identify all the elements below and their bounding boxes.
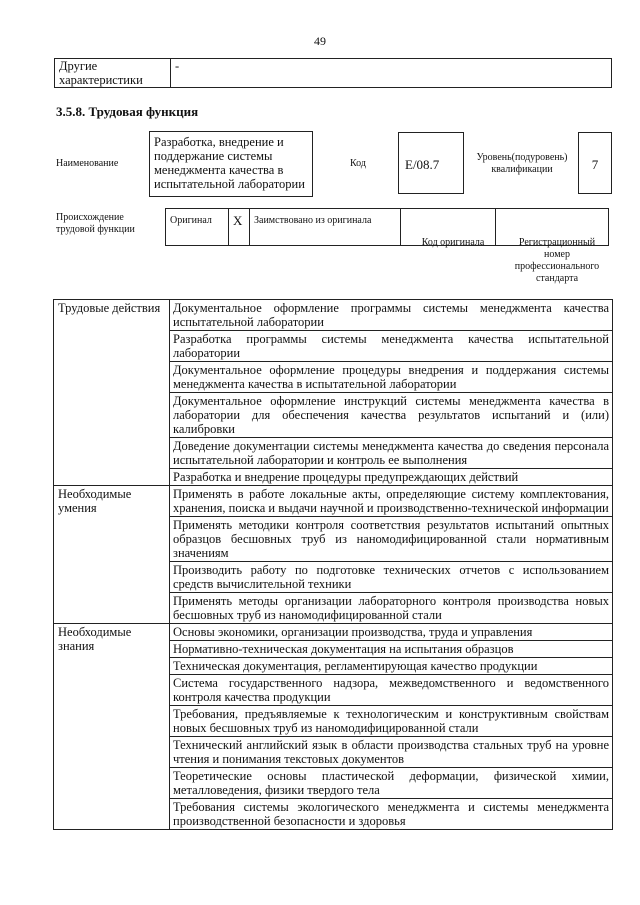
section-item: Документальное оформление инструкций системы менеджмента качества в лаборатории для обеспечения качества результатов испытаний и (или) калибровки: [170, 393, 613, 438]
section-label: Необходимые знания: [54, 624, 170, 830]
original-mark: X: [229, 209, 250, 246]
section-item: Применять методики контроля соответствия результатов испытаний опытных образцов бесшовных труб из наномодифицированной стали нормативным значениям: [170, 517, 613, 562]
qualification-level-label: Уровень(подуровень) квалификации: [476, 152, 568, 175]
table-row: [54, 624, 613, 641]
section-item: Доведение документации системы менеджмента качества до сведения персонала испытательной лаборатории и контроль ее выполнения: [170, 438, 613, 469]
original-code-caption: Код оригинала: [421, 237, 485, 248]
section-item: Основы экономики, организации производства, труда и управления: [170, 624, 613, 641]
other-characteristics-label: Другие характеристики: [55, 59, 171, 88]
section-item: Производить работу по подготовке технических отчетов с использованием средств вычислительной техники: [170, 562, 613, 593]
section-item: Теоретические основы пластической деформации, физической химии, металловедения, физики твердого тела: [170, 768, 613, 799]
code-value: E/08.7: [398, 132, 464, 194]
original-label: Оригинал: [166, 209, 229, 246]
section-item: Техническая документация, регламентирующая качество продукции: [170, 658, 613, 675]
table-row: [54, 486, 613, 517]
section-item: Нормативно-техническая документация на испытания образцов: [170, 641, 613, 658]
qualification-level-value: 7: [578, 132, 612, 194]
section-item: Применять методы организации лабораторного контроля производства новых бесшовных труб из наномодифицированной стали: [170, 593, 613, 624]
code-label: Код: [350, 158, 366, 169]
section-title: 3.5.8. Трудовая функция: [56, 104, 199, 119]
section-item: Документальное оформление программы системы менеджмента качества испытательной лаборатории: [170, 300, 613, 331]
section-item: Требования системы экологического менеджмента и системы менеджмента производственной безопасности и здоровья: [170, 799, 613, 830]
name-value: Разработка, внедрение и поддержание системы менеджмента качества в испытательной лаборатории: [149, 131, 313, 197]
section-item: Разработка и внедрение процедуры предупреждающих действий: [170, 469, 613, 486]
borrowed-label: Заимствовано из оригинала: [250, 209, 401, 246]
page-number: 49: [314, 34, 326, 48]
other-characteristics-value: -: [171, 59, 612, 88]
section-item: Требования, предъявляемые к технологическим и конструктивным свойствам новых бесшовных труб из наномодифицированной стали: [170, 706, 613, 737]
section-label: Необходимые умения: [54, 486, 170, 624]
name-label: Наименование: [56, 158, 119, 169]
section-item: Разработка программы системы менеджмента качества испытательной лаборатории: [170, 331, 613, 362]
section-item: Применять в работе локальные акты, определяющие систему комплектования, хранения, поиска и выдачи научной и производственно-технической информации: [170, 486, 613, 517]
section-item: Система государственного надзора, межведомственного и ведомственного контроля качества продукции: [170, 675, 613, 706]
section-item: Технический английский язык в области производства стальных труб на уровне чтения и понимания текстовых документов: [170, 737, 613, 768]
registration-number-caption: Регистрационный номер профессионального стандарта: [514, 237, 600, 284]
origin-label: Происхождение трудовой функции: [56, 212, 135, 235]
other-characteristics-table: [54, 58, 612, 88]
table-row: [54, 300, 613, 331]
section-item: Документальное оформление процедуры внедрения и поддержания системы менеджмента качества в испытательной лаборатории: [170, 362, 613, 393]
section-label: Трудовые действия: [54, 300, 170, 486]
labor-function-table: [53, 299, 613, 830]
